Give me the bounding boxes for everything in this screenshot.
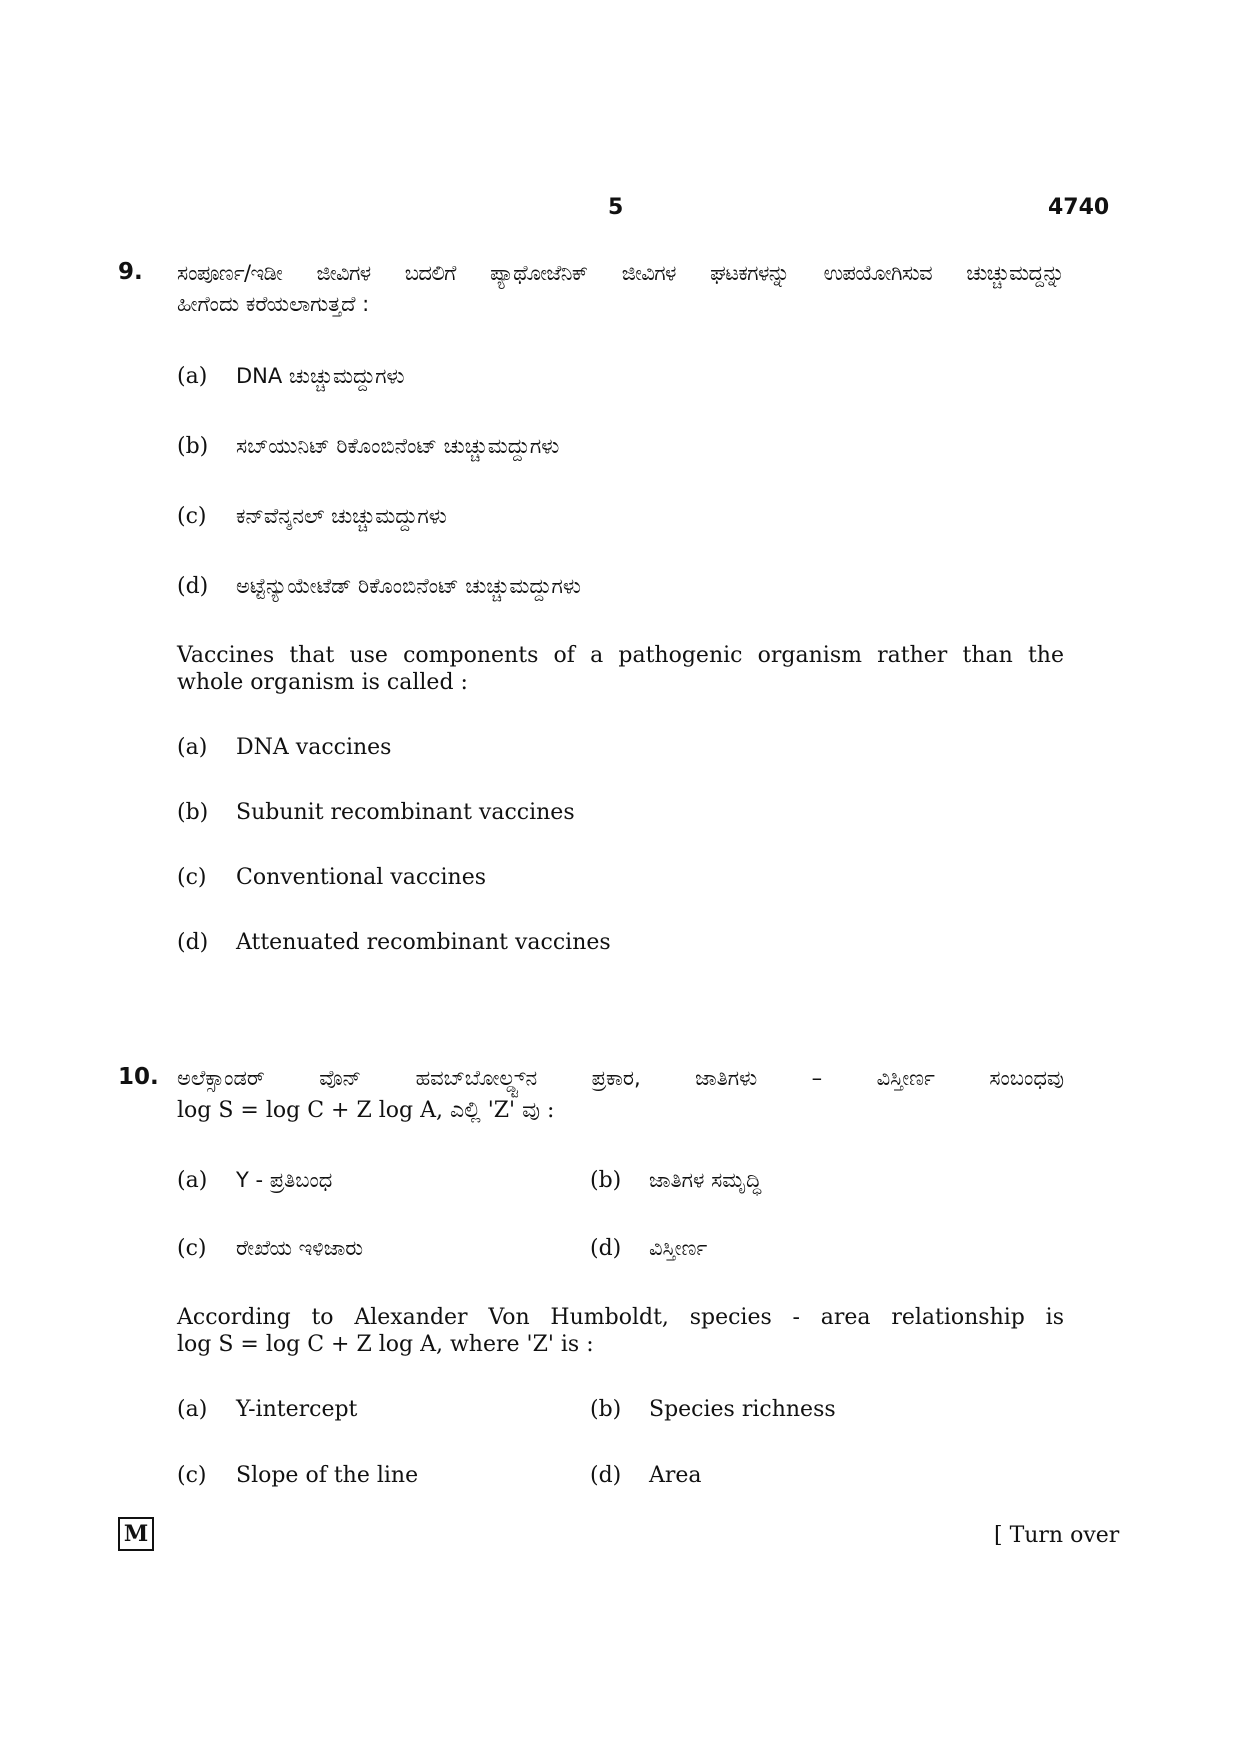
option-label: (d): [177, 574, 209, 599]
question-number-9: 9.: [118, 259, 143, 285]
option-text: Species richness: [649, 1397, 836, 1422]
option-text: Conventional vaccines: [236, 865, 487, 890]
page-number: 5: [608, 195, 624, 220]
q9-english-line-2: whole organism is called :: [177, 670, 468, 695]
q9-kannada-line-1: ಸಂಪೂರ್ಣ/ಇಡೀ ಜೀವಿಗಳ ಬದಲಿಗೆ ಪ್ಯಾಥೋಜೆನಿಕ್ ಜೀವಿಗಳ ಘಟಕಗಳನ್ನು ಉಪಯೋಗಿಸುವ ಚುಚ್ಚುಮದ್ದನ್ನು: [177, 261, 1064, 285]
option-text: Area: [649, 1463, 702, 1488]
q10-kannada-line-2: log S = log C + Z log A, ಎಲ್ಲಿ 'Z' ವು :: [177, 1098, 555, 1123]
option-text: Attenuated recombinant vaccines: [236, 930, 611, 955]
option-text: DNA ಚುಚ್ಚುಮದ್ದುಗಳು: [236, 364, 405, 388]
option-label: (b): [177, 800, 209, 825]
option-text: ಜಾತಿಗಳ ಸಮೃದ್ಧಿ: [649, 1168, 762, 1192]
q9-kannada-line-2: ಹೀಗೆಂದು ಕರೆಯಲಾಗುತ್ತದೆ :: [177, 292, 370, 316]
option-text: ರೇಖೆಯ ಇಳಿಜಾರು: [236, 1236, 364, 1260]
turn-over-note: [ Turn over: [994, 1523, 1120, 1548]
q10-kannada-line-1: ಅಲೆಕ್ಸಾಂಡರ್ ವೊನ್ ಹವಬ್‌ಬೋಲ್ಡ್ಟ್‌ನ ಪ್ರಕಾರ, ಜಾತಿಗಳು – ವಿಸ್ತೀರ್ಣ ಸಂಬಂಧವು: [177, 1066, 1064, 1090]
option-text: ವಿಸ್ತೀರ್ಣ: [649, 1236, 708, 1260]
option-label: (d): [590, 1463, 622, 1488]
option-label: (c): [177, 1236, 207, 1261]
option-text: Slope of the line: [236, 1463, 419, 1488]
question-number-10: 10.: [118, 1064, 159, 1090]
medium-letter-box: M: [118, 1517, 154, 1551]
q9-english-line-1: Vaccines that use components of a pathogenic organism rather than the: [177, 643, 1064, 668]
option-text: ಕನ್‌ವೆನ್ಶನಲ್ ಚುಚ್ಚುಮದ್ದುಗಳು: [236, 504, 447, 528]
option-label: (a): [177, 1168, 208, 1193]
q10-english-line-1: According to Alexander Von Humboldt, species - area relationship is: [177, 1305, 1064, 1330]
option-text: ಅಟ್ಟೆನ್ಯುಯೇಟೆಡ್ ರಿಕೊಂಬಿನೆಂಟ್ ಚುಚ್ಚುಮದ್ದುಗಳು: [236, 574, 581, 598]
option-label: (a): [177, 735, 208, 760]
paper-code: 4740: [1048, 195, 1110, 220]
option-label: (a): [177, 1397, 208, 1422]
option-label: (a): [177, 364, 208, 389]
option-label: (b): [590, 1397, 622, 1422]
option-text: Subunit recombinant vaccines: [236, 800, 575, 825]
option-text: Y - ಪ್ರತಿಬಂಧ: [236, 1168, 333, 1192]
option-text: ಸಬ್‌ಯುನಿಟ್ ರಿಕೊಂಬಿನೆಂಟ್ ಚುಚ್ಚುಮದ್ದುಗಳು: [236, 434, 560, 458]
option-text: Y-intercept: [236, 1397, 358, 1422]
option-label: (b): [590, 1168, 622, 1193]
option-label: (d): [590, 1236, 622, 1261]
option-label: (c): [177, 865, 207, 890]
option-label: (c): [177, 504, 207, 529]
option-text: DNA vaccines: [236, 735, 392, 760]
option-label: (c): [177, 1463, 207, 1488]
option-label: (d): [177, 930, 209, 955]
option-label: (b): [177, 434, 209, 459]
q10-english-line-2: log S = log C + Z log A, where 'Z' is :: [177, 1332, 594, 1357]
